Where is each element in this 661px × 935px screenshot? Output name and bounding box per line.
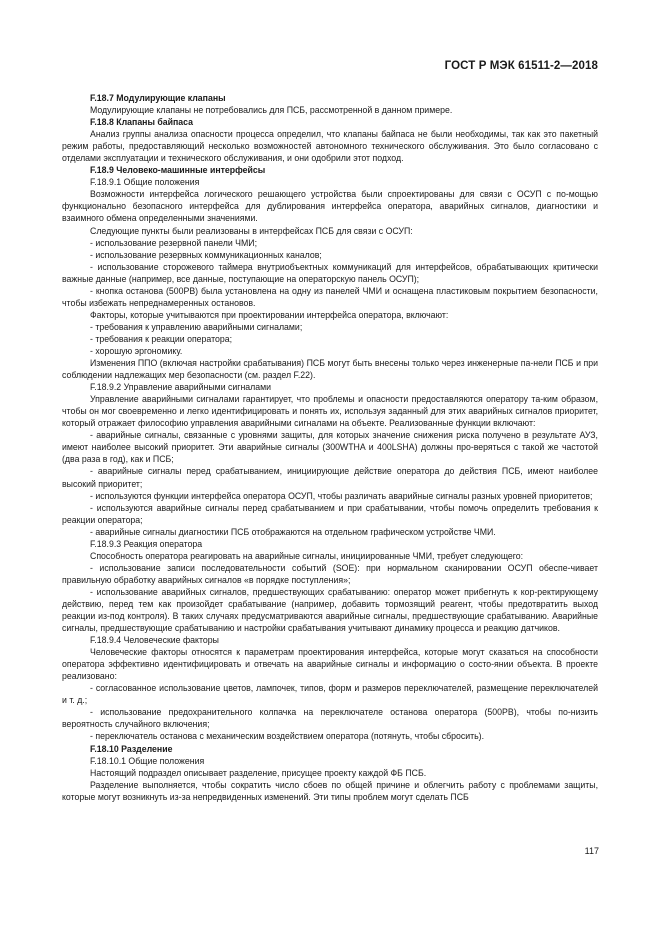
section-heading: F.18.8 Клапаны байпаса bbox=[90, 117, 194, 128]
paragraph: Настоящий подраздел описывает разделение, присущее проекту каждой ФБ ПСБ. bbox=[90, 767, 427, 778]
paragraph: - кнопка останова (500PB) была установлена на одну из панелей ЧМИ и оснащена пластиковым покрытием безопасности, чтобы избежать непреднамеренных остановов. bbox=[62, 285, 598, 308]
document-body bbox=[62, 92, 598, 803]
subsection-heading: F.18.9.3 Реакция оператора bbox=[90, 538, 203, 549]
paragraph: - использование предохранительного колпачка на переключателе останова оператора (500PB), чтобы по-низить вероятность случайного включения; bbox=[62, 707, 598, 730]
paragraph: Факторы, которые учитываются при проектировании интерфейса оператора, включают: bbox=[90, 309, 449, 320]
paragraph: Управление аварийными сигналами гарантирует, что проблемы и опасности предоставляются оператору та-ким образом, чтобы он мог своевременно и легко идентифицировать и понять их, используя заданный для этих аварийных сигналов приоритет, который отражает философию управления аварийными сигналами на объекте. Реализованные функции включают: bbox=[62, 394, 598, 429]
paragraph: Анализ группы анализа опасности процесса определил, что клапаны байпаса не были необходимы, так как это пакетный режим работы, предоставляющий несколько возможностей автономного технического обслуживания. Это было согласовано с отделами эксплуатации и технического обслуживания, и они одобрили этот подход. bbox=[62, 129, 598, 164]
paragraph: Изменения ППО (включая настройки срабатывания) ПСБ могут быть внесены только через инженерные па-нели ПСБ и при соблюдении надлежащих мер безопасности (см. раздел F.22). bbox=[62, 358, 598, 381]
paragraph: - хорошую эргономику. bbox=[90, 345, 183, 356]
paragraph: - аварийные сигналы, связанные с уровнями защиты, для которых значение снижения риска получено в результате АУЗ, имеют наиболее высокий приоритет. Эти аварийные сигналы (300WTHA и 400LSHA) должны про-веряться с такой же частотой (два раза в год), как и ПСБ; bbox=[62, 430, 598, 465]
paragraph: - используются функции интерфейса оператора ОСУП, чтобы различать аварийные сигналы разных уровней приоритетов; bbox=[90, 490, 593, 501]
paragraph: - требования к реакции оператора; bbox=[90, 333, 233, 344]
paragraph: - использование аварийных сигналов, предшествующих срабатыванию: оператор может прибегнуть к кор-ректирующему действию, перед тем как произойдет срабатывание (например, добавить тормозящий реагент, чтобы предотвратить выход реакции из-под контроля). В таких случаях предусматриваются аварийные сигналы, предшествующие срабатыванию. Аварийные сигналы, предшествующие срабатыванию и настройки срабатывания учитывают динамику процесса и реакцию датчиков. bbox=[62, 586, 598, 634]
subsection-heading: F.18.10.1 Общие положения bbox=[90, 755, 205, 766]
paragraph: - использование сторожевого таймера внутриобъектных коммуникаций для интерфейсов, обрабатывающих критически важные данные (например, все данные, поступающие на операторскую панель ОСУП); bbox=[62, 261, 598, 284]
section-heading: F.18.10 Разделение bbox=[90, 743, 173, 754]
paragraph: - используются аварийные сигналы перед срабатыванием и при срабатывании, чтобы помочь определить требования к реакции оператора; bbox=[62, 502, 598, 525]
subsection-heading: F.18.9.1 Общие положения bbox=[90, 177, 200, 188]
section-heading: F.18.9 Человеко-машинные интерфейсы bbox=[90, 165, 266, 176]
page-number: 117 bbox=[584, 846, 599, 856]
subsection-heading: F.18.9.4 Человеческие факторы bbox=[90, 635, 219, 646]
paragraph: Человеческие факторы относятся к параметрам проектирования интерфейса, которые могут сказаться на способности оператора эффективно идентифицировать и отвечать на аварийные сигналы и информацию о состо-янии объекта. В проекте реализовано: bbox=[62, 647, 598, 682]
paragraph: - аварийные сигналы перед срабатыванием, инициирующие действие оператора до действия ПСБ, имеют наиболее высокий приоритет; bbox=[62, 466, 598, 489]
document-header-id: ГОСТ Р МЭК 61511-2—2018 bbox=[444, 60, 598, 72]
paragraph: - использование записи последовательности событий (SOE): при нормальном сканировании ОСУП обеспе-чивает правильную обработку аварийных сигналов «в порядке поступления»; bbox=[62, 562, 598, 585]
paragraph: - переключатель останова с механическим воздействием оператора (потянуть, чтобы сбросить). bbox=[90, 731, 485, 742]
paragraph: Модулирующие клапаны не потребовались для ПСБ, рассмотренной в данном примере. bbox=[90, 105, 453, 116]
paragraph: - аварийные сигналы диагностики ПСБ отображаются на отдельном графическом устройстве ЧМИ. bbox=[90, 526, 496, 537]
paragraph: - использование резервных коммуникационных каналов; bbox=[90, 249, 322, 260]
paragraph: - использование резервной панели ЧМИ; bbox=[90, 237, 258, 248]
paragraph: Следующие пункты были реализованы в интерфейсах ПСБ для связи с ОСУП: bbox=[90, 225, 413, 236]
paragraph: - согласованное использование цветов, лампочек, типов, форм и размеров переключателей, размещение переключателей и т. д.; bbox=[62, 683, 598, 706]
subsection-heading: F.18.9.2 Управление аварийными сигналами bbox=[90, 382, 272, 393]
section-heading: F.18.7 Модулирующие клапаны bbox=[90, 93, 226, 103]
paragraph: - требования к управлению аварийными сигналами; bbox=[90, 321, 303, 332]
paragraph: Возможности интерфейса логического решающего устройства были спроектированы для связи с ОСУП с по-мощью функционально безопасного интерфейса для дублирования интерфейса оператора, аварийных сигналов, диагностики и взаимного обмена определенными значениями. bbox=[62, 189, 598, 224]
paragraph: Разделение выполняется, чтобы сократить число сбоев по общей причине и облегчить работу с проблемами защиты, которые могут возникнуть из-за непредвиденных изменений. Эти типы проблем могут сделать ПСБ bbox=[62, 779, 598, 802]
paragraph: Способность оператора реагировать на аварийные сигналы, инициированные ЧМИ, требует следующего: bbox=[90, 550, 524, 561]
